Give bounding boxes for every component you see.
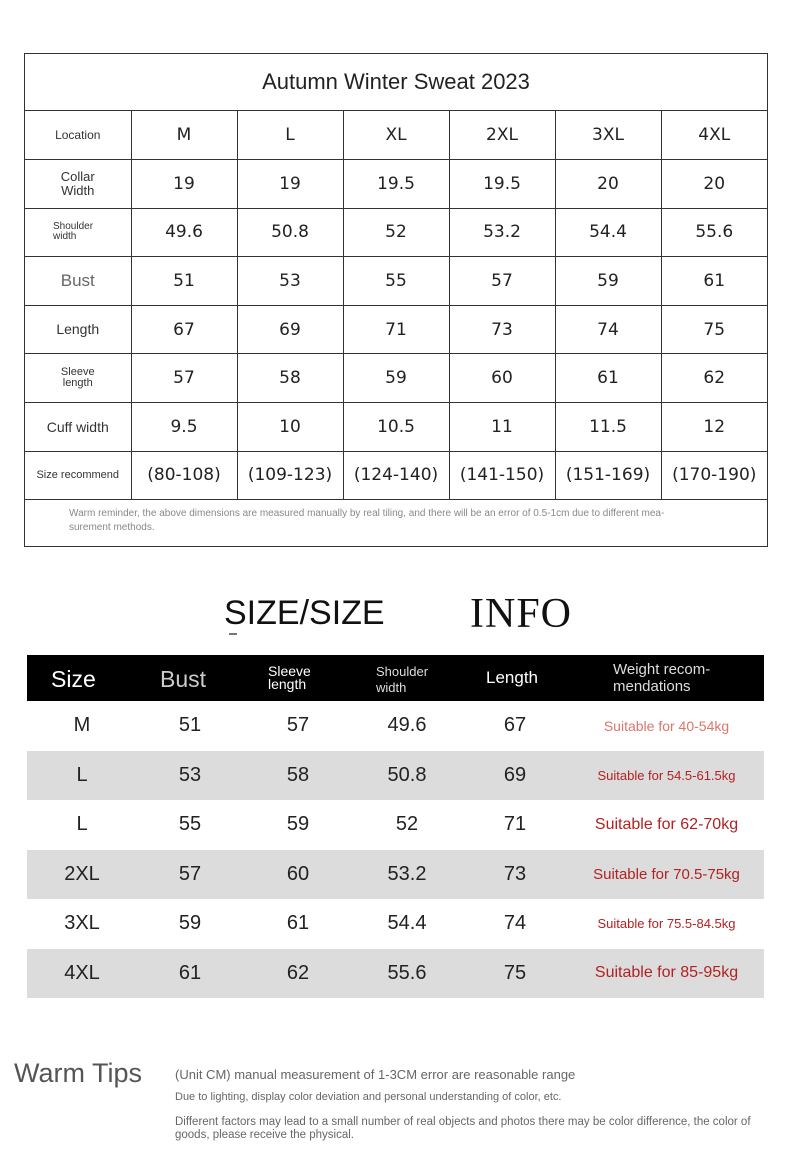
header-size: Size xyxy=(51,666,96,692)
weight-cell: Suitable for 85-95kg xyxy=(594,964,739,982)
table-cell: 11.5 xyxy=(555,403,661,452)
table-row xyxy=(27,949,764,999)
weight-cell: Suitable for 40-54kg xyxy=(603,717,730,734)
header-size: M xyxy=(131,111,237,160)
header-weight-recommendations: Weight recom- mendations xyxy=(613,661,711,695)
row-label-size-recommend: Size recommend xyxy=(25,451,131,500)
chart-title: Autumn Winter Sweat 2023 xyxy=(25,54,767,111)
bust-cell: 53 xyxy=(178,763,202,786)
table-cell: 61 xyxy=(555,354,661,403)
table-cell: 71 xyxy=(343,305,449,354)
shoulder-cell: 55.6 xyxy=(387,961,427,984)
sleeve-cell: 61 xyxy=(286,912,310,935)
size-cell: L xyxy=(76,763,88,786)
heading-underline-mark xyxy=(229,633,237,635)
table-row xyxy=(27,701,764,751)
header-location: Location xyxy=(25,111,131,160)
weight-cell: Suitable for 75.5-84.5kg xyxy=(597,916,736,932)
table-cell: 60 xyxy=(449,354,555,403)
table-cell: 59 xyxy=(555,257,661,306)
table-cell: 55 xyxy=(343,257,449,306)
section-heading-info: INFO xyxy=(470,591,573,637)
size-cell: 2XL xyxy=(64,862,100,885)
length-cell: 73 xyxy=(503,862,527,885)
bust-cell: 55 xyxy=(178,813,202,836)
bust-cell: 51 xyxy=(178,714,202,737)
header-shoulder-width: Shoulder width xyxy=(376,664,429,695)
table-cell: 19 xyxy=(237,160,343,209)
table-row xyxy=(27,751,764,801)
weight-cell: Suitable for 70.5-75kg xyxy=(593,865,740,883)
size-info-table xyxy=(27,655,764,998)
tip-unit-note: (Unit CM) manual measurement of 1-3CM error are reasonable range xyxy=(175,1067,576,1082)
table-cell: 19.5 xyxy=(343,160,449,209)
table-cell: (80-108) xyxy=(131,451,237,500)
row-label-sleeve-length: Sleeve length xyxy=(25,354,131,403)
table-cell: 20 xyxy=(661,160,767,209)
table-cell: 49.6 xyxy=(131,208,237,257)
bust-row xyxy=(25,257,767,306)
cuff-width-row xyxy=(25,403,767,452)
table-cell: 19.5 xyxy=(449,160,555,209)
row-label-length: Length xyxy=(25,305,131,354)
table-cell: 59 xyxy=(343,354,449,403)
tip-difference-note: Different factors may lead to a small number of real objects and photos there may be color difference, the color of goods, please receive the physical. xyxy=(175,1116,751,1141)
length-cell: 69 xyxy=(503,763,527,786)
length-cell: 71 xyxy=(503,813,527,836)
length-row xyxy=(25,305,767,354)
table-cell: 10.5 xyxy=(343,403,449,452)
table-cell: 67 xyxy=(131,305,237,354)
table-cell: 10 xyxy=(237,403,343,452)
section-heading-size: SIZE/SIZE xyxy=(224,594,385,632)
table-cell: (124-140) xyxy=(343,451,449,500)
weight-cell: Suitable for 54.5-61.5kg xyxy=(597,767,736,783)
length-cell: 75 xyxy=(503,961,527,984)
header-size: L xyxy=(237,111,343,160)
warm-reminder-note: Warm reminder, the above dimensions are measured manually by real tiling, and there will be an error of 0.5-1cm due to different mea- surement methods. xyxy=(69,508,665,533)
warm-tips-title: Warm Tips xyxy=(14,1058,142,1088)
size-cell: 4XL xyxy=(64,961,100,984)
table-cell: (141-150) xyxy=(449,451,555,500)
header-size: 3XL xyxy=(555,111,661,160)
bust-cell: 61 xyxy=(178,961,202,984)
shoulder-cell: 49.6 xyxy=(387,714,427,737)
tip-color-note: Due to lighting, display color deviation and personal understanding of color, etc. xyxy=(175,1091,562,1103)
table-cell: 73 xyxy=(449,305,555,354)
collar-width-row xyxy=(25,160,767,209)
row-label-shoulder-width: Shoulder width xyxy=(25,208,131,257)
header-size: 4XL xyxy=(661,111,767,160)
row-label-bust: Bust xyxy=(25,257,131,306)
sleeve-length-row xyxy=(25,354,767,403)
size-recommend-row xyxy=(25,451,767,500)
shoulder-cell: 52 xyxy=(395,813,419,836)
table-row xyxy=(27,899,764,949)
table-cell: 74 xyxy=(555,305,661,354)
table-row xyxy=(27,800,764,850)
table-cell: 19 xyxy=(131,160,237,209)
size-info-header xyxy=(27,655,764,701)
table-cell: (109-123) xyxy=(237,451,343,500)
table-cell: 50.8 xyxy=(237,208,343,257)
header-size: XL xyxy=(343,111,449,160)
header-size: 2XL xyxy=(449,111,555,160)
bust-cell: 57 xyxy=(178,862,202,885)
shoulder-width-row xyxy=(25,208,767,257)
table-cell: 62 xyxy=(661,354,767,403)
length-cell: 67 xyxy=(503,714,527,737)
table-cell: 57 xyxy=(131,354,237,403)
header-sleeve-length: Sleeve length xyxy=(268,663,311,692)
table-cell: 75 xyxy=(661,305,767,354)
table-cell: 54.4 xyxy=(555,208,661,257)
bust-cell: 59 xyxy=(178,912,202,935)
table-cell: (170-190) xyxy=(661,451,767,500)
table-cell: 58 xyxy=(237,354,343,403)
sleeve-cell: 62 xyxy=(286,961,310,984)
table-cell: 20 xyxy=(555,160,661,209)
table-cell: (151-169) xyxy=(555,451,661,500)
sleeve-cell: 58 xyxy=(286,763,310,786)
table-cell: 12 xyxy=(661,403,767,452)
length-cell: 74 xyxy=(503,912,527,935)
size-header-row xyxy=(25,111,767,160)
sleeve-cell: 57 xyxy=(286,714,310,737)
table-cell: 57 xyxy=(449,257,555,306)
sleeve-cell: 60 xyxy=(286,862,310,885)
table-cell: 61 xyxy=(661,257,767,306)
table-cell: 11 xyxy=(449,403,555,452)
table-cell: 55.6 xyxy=(661,208,767,257)
header-bust: Bust xyxy=(160,666,207,692)
weight-cell: Suitable for 62-70kg xyxy=(594,815,739,833)
header-length: Length xyxy=(486,668,538,687)
row-label-cuff-width: Cuff width xyxy=(25,403,131,452)
shoulder-cell: 53.2 xyxy=(387,862,427,885)
size-cell: L xyxy=(76,813,88,836)
table-cell: 51 xyxy=(131,257,237,306)
size-chart-table xyxy=(24,53,768,547)
shoulder-cell: 54.4 xyxy=(387,912,427,935)
table-cell: 53.2 xyxy=(449,208,555,257)
table-cell: 9.5 xyxy=(131,403,237,452)
table-cell: 53 xyxy=(237,257,343,306)
size-chart-grid xyxy=(25,111,767,500)
table-cell: 52 xyxy=(343,208,449,257)
shoulder-cell: 50.8 xyxy=(387,763,427,786)
size-cell: 3XL xyxy=(64,912,100,935)
sleeve-cell: 59 xyxy=(286,813,310,836)
size-cell: M xyxy=(73,714,91,737)
row-label-collar-width: Collar Width xyxy=(25,160,131,209)
table-row xyxy=(27,850,764,900)
table-cell: 69 xyxy=(237,305,343,354)
